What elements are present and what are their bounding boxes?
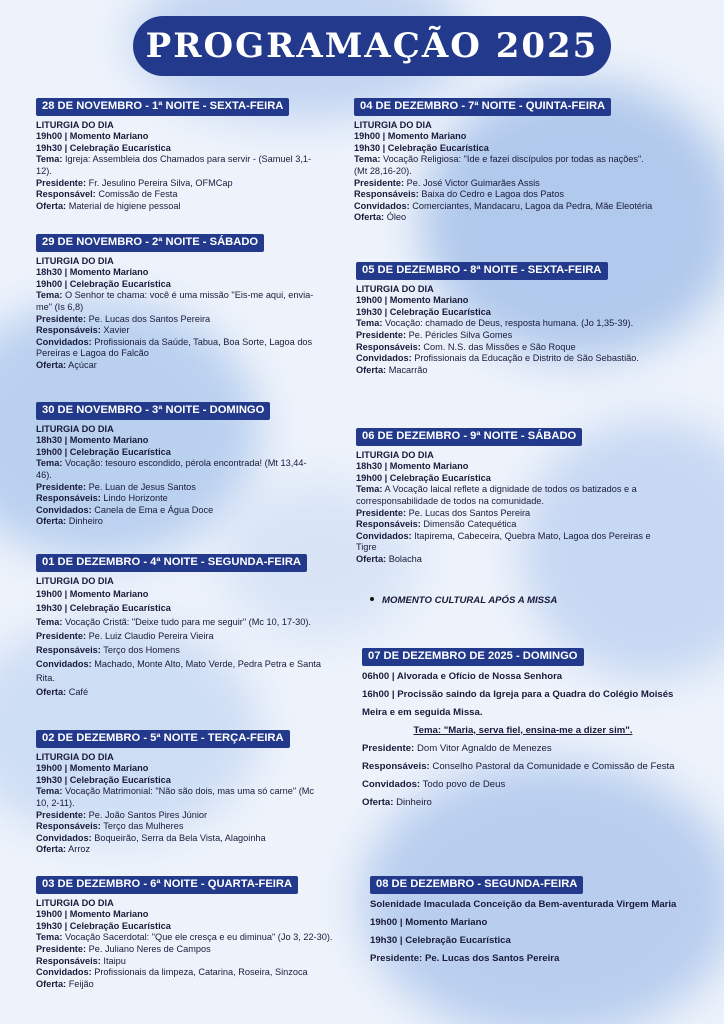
convidados-text: Profissionais da limpeza, Catarina, Roseira, Sinzoca [94, 967, 308, 978]
convidados-text: Boqueirão, Serra da Bela Vista, Alagoinha [94, 832, 266, 843]
convidados-text: Todo povo de Deus [422, 778, 506, 790]
convidados-label: Convidados: [36, 832, 92, 843]
schedule-line: 19h30 | Celebração Eucarística [370, 934, 511, 946]
solenidade-text: Solenidade Imaculada Conceição da Bem-aventurada Virgem Maria [370, 898, 677, 910]
oferta-label: Oferta: [36, 359, 67, 370]
tema-text: O Senhor te chama: você é uma missão "Eis-me aqui, envia-me" (Is 6,8) [36, 290, 314, 312]
responsaveis-text: Terço dos Homens [103, 645, 180, 656]
responsaveis-label: Responsáveis: [36, 325, 101, 336]
convidados-label: Convidados: [356, 353, 412, 364]
convidados-text: Profissionais da Saúde, Tabua, Boa Sorte, Lagoa dos Pereiras e Lagoa do Falcão [36, 336, 313, 359]
liturgia-label: LITURGIA DO DIA [36, 255, 114, 266]
oferta-text: Dinheiro [68, 516, 103, 527]
schedule-line: 19h00 | Momento Mariano [370, 916, 488, 928]
convidados-text: Profissionais da Educação e Distrito de São Sebastião. [414, 353, 639, 364]
tema-label: Tema: [356, 484, 383, 495]
schedule-line: 19h00 | Momento Mariano [356, 295, 469, 306]
liturgia-label: LITURGIA DO DIA [356, 283, 434, 294]
presidente-label: Presidente: [36, 177, 87, 188]
tema-text: Vocação Sacerdotal: "Que ele cresça e eu diminua" (Jo 3, 22-30). [64, 932, 333, 943]
responsaveis-text: Itaipu [103, 955, 126, 966]
convidados-label: Convidados: [36, 659, 92, 670]
oferta-text: Macarrão [388, 364, 428, 375]
responsaveis-label: Responsáveis: [362, 760, 430, 772]
responsaveis-label: Responsáveis: [356, 519, 421, 530]
responsaveis-text: Dimensão Catequética [423, 519, 517, 530]
dec7-header: 07 DE DEZEMBRO DE 2025 - DOMINGO [362, 648, 584, 666]
presidente-label: Presidente: [36, 943, 87, 954]
presidente-label: Presidente: [36, 631, 87, 642]
presidente-text: Dom Vitor Agnaldo de Menezes [416, 742, 552, 754]
schedule-line: 19h30 | Celebração Eucarística [36, 774, 171, 785]
schedule-line: 19h00 | Momento Mariano [36, 589, 149, 600]
night-6-header: 03 DE DEZEMBRO - 6ª NOITE - QUARTA-FEIRA [36, 876, 298, 894]
page-title: PROGRAMAÇÃO 2025 [145, 26, 599, 66]
night-9-header: 06 DE DEZEMBRO - 9ª NOITE - SÁBADO [356, 428, 582, 446]
presidente-text: Pe. Péricles Silva Gomes [408, 329, 513, 340]
oferta-label: Oferta: [36, 844, 67, 855]
oferta-label: Oferta: [362, 796, 394, 808]
presidente-text: Pe. Lucas dos Santos Pereira [88, 313, 211, 324]
presidente-label: Presidente: [36, 313, 87, 324]
dec7-section [362, 648, 684, 812]
tema-text: Igreja: Assembleia dos Chamados para servir - (Samuel 3,1-12). [36, 154, 312, 176]
convidados-text: Canela de Ema e Água Doce [94, 504, 214, 515]
tema-label: Tema: [36, 154, 63, 165]
dec8-header: 08 DE DEZEMBRO - SEGUNDA-FEIRA [370, 876, 583, 894]
tema-text: Vocação: tesouro escondido, pérola encontrada! (Mt 13,44-46). [36, 458, 307, 480]
night-4-header: 01 DE DEZEMBRO - 4ª NOITE - SEGUNDA-FEIRA [36, 554, 307, 572]
responsaveis-text: Com. N.S. das Missões e São Roque [423, 341, 576, 352]
night-3-header: 30 DE NOVEMBRO - 3ª NOITE - DOMINGO [36, 402, 270, 420]
tema-label: Tema: [36, 458, 63, 469]
momento-cultural-text: MOMENTO CULTURAL APÓS A MISSA [382, 595, 558, 606]
responsaveis-text: Conselho Pastoral da Comunidade e Comissão de Festa [432, 760, 675, 772]
presidente-text: Pe. Lucas dos Santos Pereira [408, 507, 531, 518]
oferta-text: Bolacha [388, 553, 422, 564]
schedule-line: 19h30 | Celebração Eucarística [36, 603, 171, 614]
liturgia-label: LITURGIA DO DIA [36, 119, 114, 130]
liturgia-label: LITURGIA DO DIA [36, 575, 114, 586]
responsaveis-label: Responsáveis: [36, 821, 101, 832]
tema-text: Vocação Matrimonial: "Não são dois, mas uma só carne" (Mc 10, 2-11). [36, 786, 315, 808]
liturgia-label: LITURGIA DO DIA [36, 751, 114, 762]
schedule-line: 19h00 | Celebração Eucarística [36, 446, 171, 457]
schedule-line: 18h30 | Momento Mariano [36, 435, 149, 446]
night-5-section [36, 730, 326, 856]
oferta-label: Oferta: [36, 978, 67, 989]
convidados-text: Comerciantes, Mandacaru, Lagoa da Pedra, Mãe Eleotéria [412, 200, 653, 211]
night-9-section [356, 428, 656, 566]
night-1-section [36, 98, 326, 212]
night-1-header: 28 DE NOVEMBRO - 1ª NOITE - SEXTA-FEIRA [36, 98, 289, 116]
tema-label: Tema: [36, 290, 63, 301]
presidente-label: Presidente: [354, 177, 405, 188]
tema-text: Vocação Cristã: "Deixe tudo para me seguir" (Mc 10, 17-30). [64, 617, 311, 628]
oferta-text: Material de higiene pessoal [68, 200, 181, 211]
oferta-text: Óleo [386, 212, 407, 223]
oferta-label: Oferta: [36, 200, 67, 211]
responsaveis-text: Lindo Horizonte [103, 493, 168, 504]
dec7-tema: Tema: "Maria, serva fiel, ensina-me a dizer sim". [413, 724, 633, 736]
presidente-label: Presidente: [356, 329, 407, 340]
convidados-text: Itapirema, Cabeceira, Quebra Mato, Lagoa dos Pereiras e Tigre [356, 530, 651, 553]
oferta-text: Feijão [68, 978, 94, 989]
responsaveis-label: Responsáveis: [356, 341, 421, 352]
title-banner [133, 16, 611, 76]
oferta-label: Oferta: [36, 516, 67, 527]
schedule-line: 19h30 | Celebração Eucarística [356, 306, 491, 317]
responsaveis-text: Xavier [103, 325, 130, 336]
presidente-text: Pe. José Victor Guimarães Assis [406, 177, 540, 188]
tema-text: A Vocação laical reflete a dignidade de todos os batizados e a corresponsabilidade de todos na comunidade. [356, 484, 637, 506]
tema-text: Vocação Religiosa: "Ide e fazei discípulos por todas as nações". (Mt 28,16-20). [354, 154, 644, 176]
schedule-line: 06h00 | Alvorada e Ofício de Nossa Senhora [362, 670, 563, 682]
presidente-label: Presidente: [36, 481, 87, 492]
presidente-text: Pe. Luiz Claudio Pereira Vieira [88, 631, 214, 642]
schedule-line: 19h30 | Celebração Eucarística [354, 142, 489, 153]
presidente-text: Pe. João Santos Pires Júnior [88, 809, 208, 820]
night-7-section [354, 98, 654, 224]
convidados-label: Convidados: [354, 200, 410, 211]
schedule-line: 19h00 | Momento Mariano [36, 131, 149, 142]
oferta-label: Oferta: [356, 553, 387, 564]
night-3-section [36, 402, 316, 528]
schedule-line: 18h30 | Momento Mariano [36, 267, 149, 278]
tema-label: Tema: [36, 932, 63, 943]
oferta-text: Dinheiro [396, 796, 432, 808]
convidados-text: Machado, Monte Alto, Mato Verde, Pedra Petra e Santa Rita. [36, 659, 321, 684]
tema-label: Tema: [354, 154, 381, 165]
responsaveis-label: Responsáveis: [36, 955, 101, 966]
responsaveis-label: Responsáveis: [36, 493, 101, 504]
schedule-line: 18h30 | Momento Mariano [356, 461, 469, 472]
oferta-label: Oferta: [356, 364, 387, 375]
bullet-icon [370, 597, 374, 601]
presidente-text: Pe. Lucas dos Santos Pereira [424, 952, 560, 964]
oferta-text: Açúcar [68, 359, 97, 370]
tema-text: Vocação: chamado de Deus, resposta humana. (Jo 1,35-39). [384, 318, 634, 329]
oferta-label: Oferta: [36, 687, 67, 698]
tema-label: Tema: [356, 318, 383, 329]
schedule-line: 19h00 | Celebração Eucarística [356, 472, 491, 483]
oferta-label: Oferta: [354, 212, 385, 223]
oferta-text: Arroz [68, 844, 91, 855]
night-6-section [36, 876, 348, 990]
liturgia-label: LITURGIA DO DIA [356, 449, 434, 460]
night-7-header: 04 DE DEZEMBRO - 7ª NOITE - QUINTA-FEIRA [354, 98, 611, 116]
oferta-text: Café [68, 687, 89, 698]
presidente-label: Presidente: [370, 952, 423, 964]
momento-cultural-item [370, 590, 557, 608]
convidados-label: Convidados: [36, 504, 92, 515]
tema-label: Tema: [36, 617, 63, 628]
convidados-label: Convidados: [36, 967, 92, 978]
presidente-text: Pe. Juliano Neres de Campos [88, 943, 211, 954]
presidente-label: Presidente: [362, 742, 415, 754]
night-8-section [356, 262, 646, 376]
schedule-line: 19h00 | Celebração Eucarística [36, 278, 171, 289]
responsavel-text: Comissão de Festa [98, 189, 178, 200]
convidados-label: Convidados: [362, 778, 421, 790]
schedule-line: 19h30 | Celebração Eucarística [36, 920, 171, 931]
schedule-line: 16h00 | Procissão saindo da Igreja para a Quadra do Colégio Moisés Meira e em seguida Missa. [362, 688, 674, 718]
presidente-label: Presidente: [356, 507, 407, 518]
responsavel-label: Responsável: [36, 189, 96, 200]
responsaveis-label: Responsáveis: [354, 189, 419, 200]
schedule-line: 19h00 | Momento Mariano [354, 131, 467, 142]
presidente-label: Presidente: [36, 809, 87, 820]
responsaveis-label: Responsáveis: [36, 645, 101, 656]
schedule-line: 19h00 | Momento Mariano [36, 763, 149, 774]
convidados-label: Convidados: [356, 530, 412, 541]
liturgia-label: LITURGIA DO DIA [36, 897, 114, 908]
convidados-label: Convidados: [36, 336, 92, 347]
night-5-header: 02 DE DEZEMBRO - 5ª NOITE - TERÇA-FEIRA [36, 730, 290, 748]
night-2-section [36, 234, 316, 372]
schedule-line: 19h00 | Momento Mariano [36, 909, 149, 920]
liturgia-label: LITURGIA DO DIA [354, 119, 432, 130]
presidente-text: Pe. Luan de Jesus Santos [88, 481, 196, 492]
responsaveis-text: Baixa do Cedro e Lagoa dos Patos [421, 189, 564, 200]
liturgia-label: LITURGIA DO DIA [36, 423, 114, 434]
presidente-text: Fr. Jesulino Pereira Silva, OFMCap [88, 177, 233, 188]
night-4-section [36, 554, 326, 699]
dec8-section [370, 876, 690, 968]
night-2-header: 29 DE NOVEMBRO - 2ª NOITE - SÁBADO [36, 234, 264, 252]
responsaveis-text: Terço das Mulheres [103, 821, 184, 832]
tema-label: Tema: [36, 786, 63, 797]
night-8-header: 05 DE DEZEMBRO - 8ª NOITE - SEXTA-FEIRA [356, 262, 608, 280]
schedule-line: 19h30 | Celebração Eucarística [36, 142, 171, 153]
